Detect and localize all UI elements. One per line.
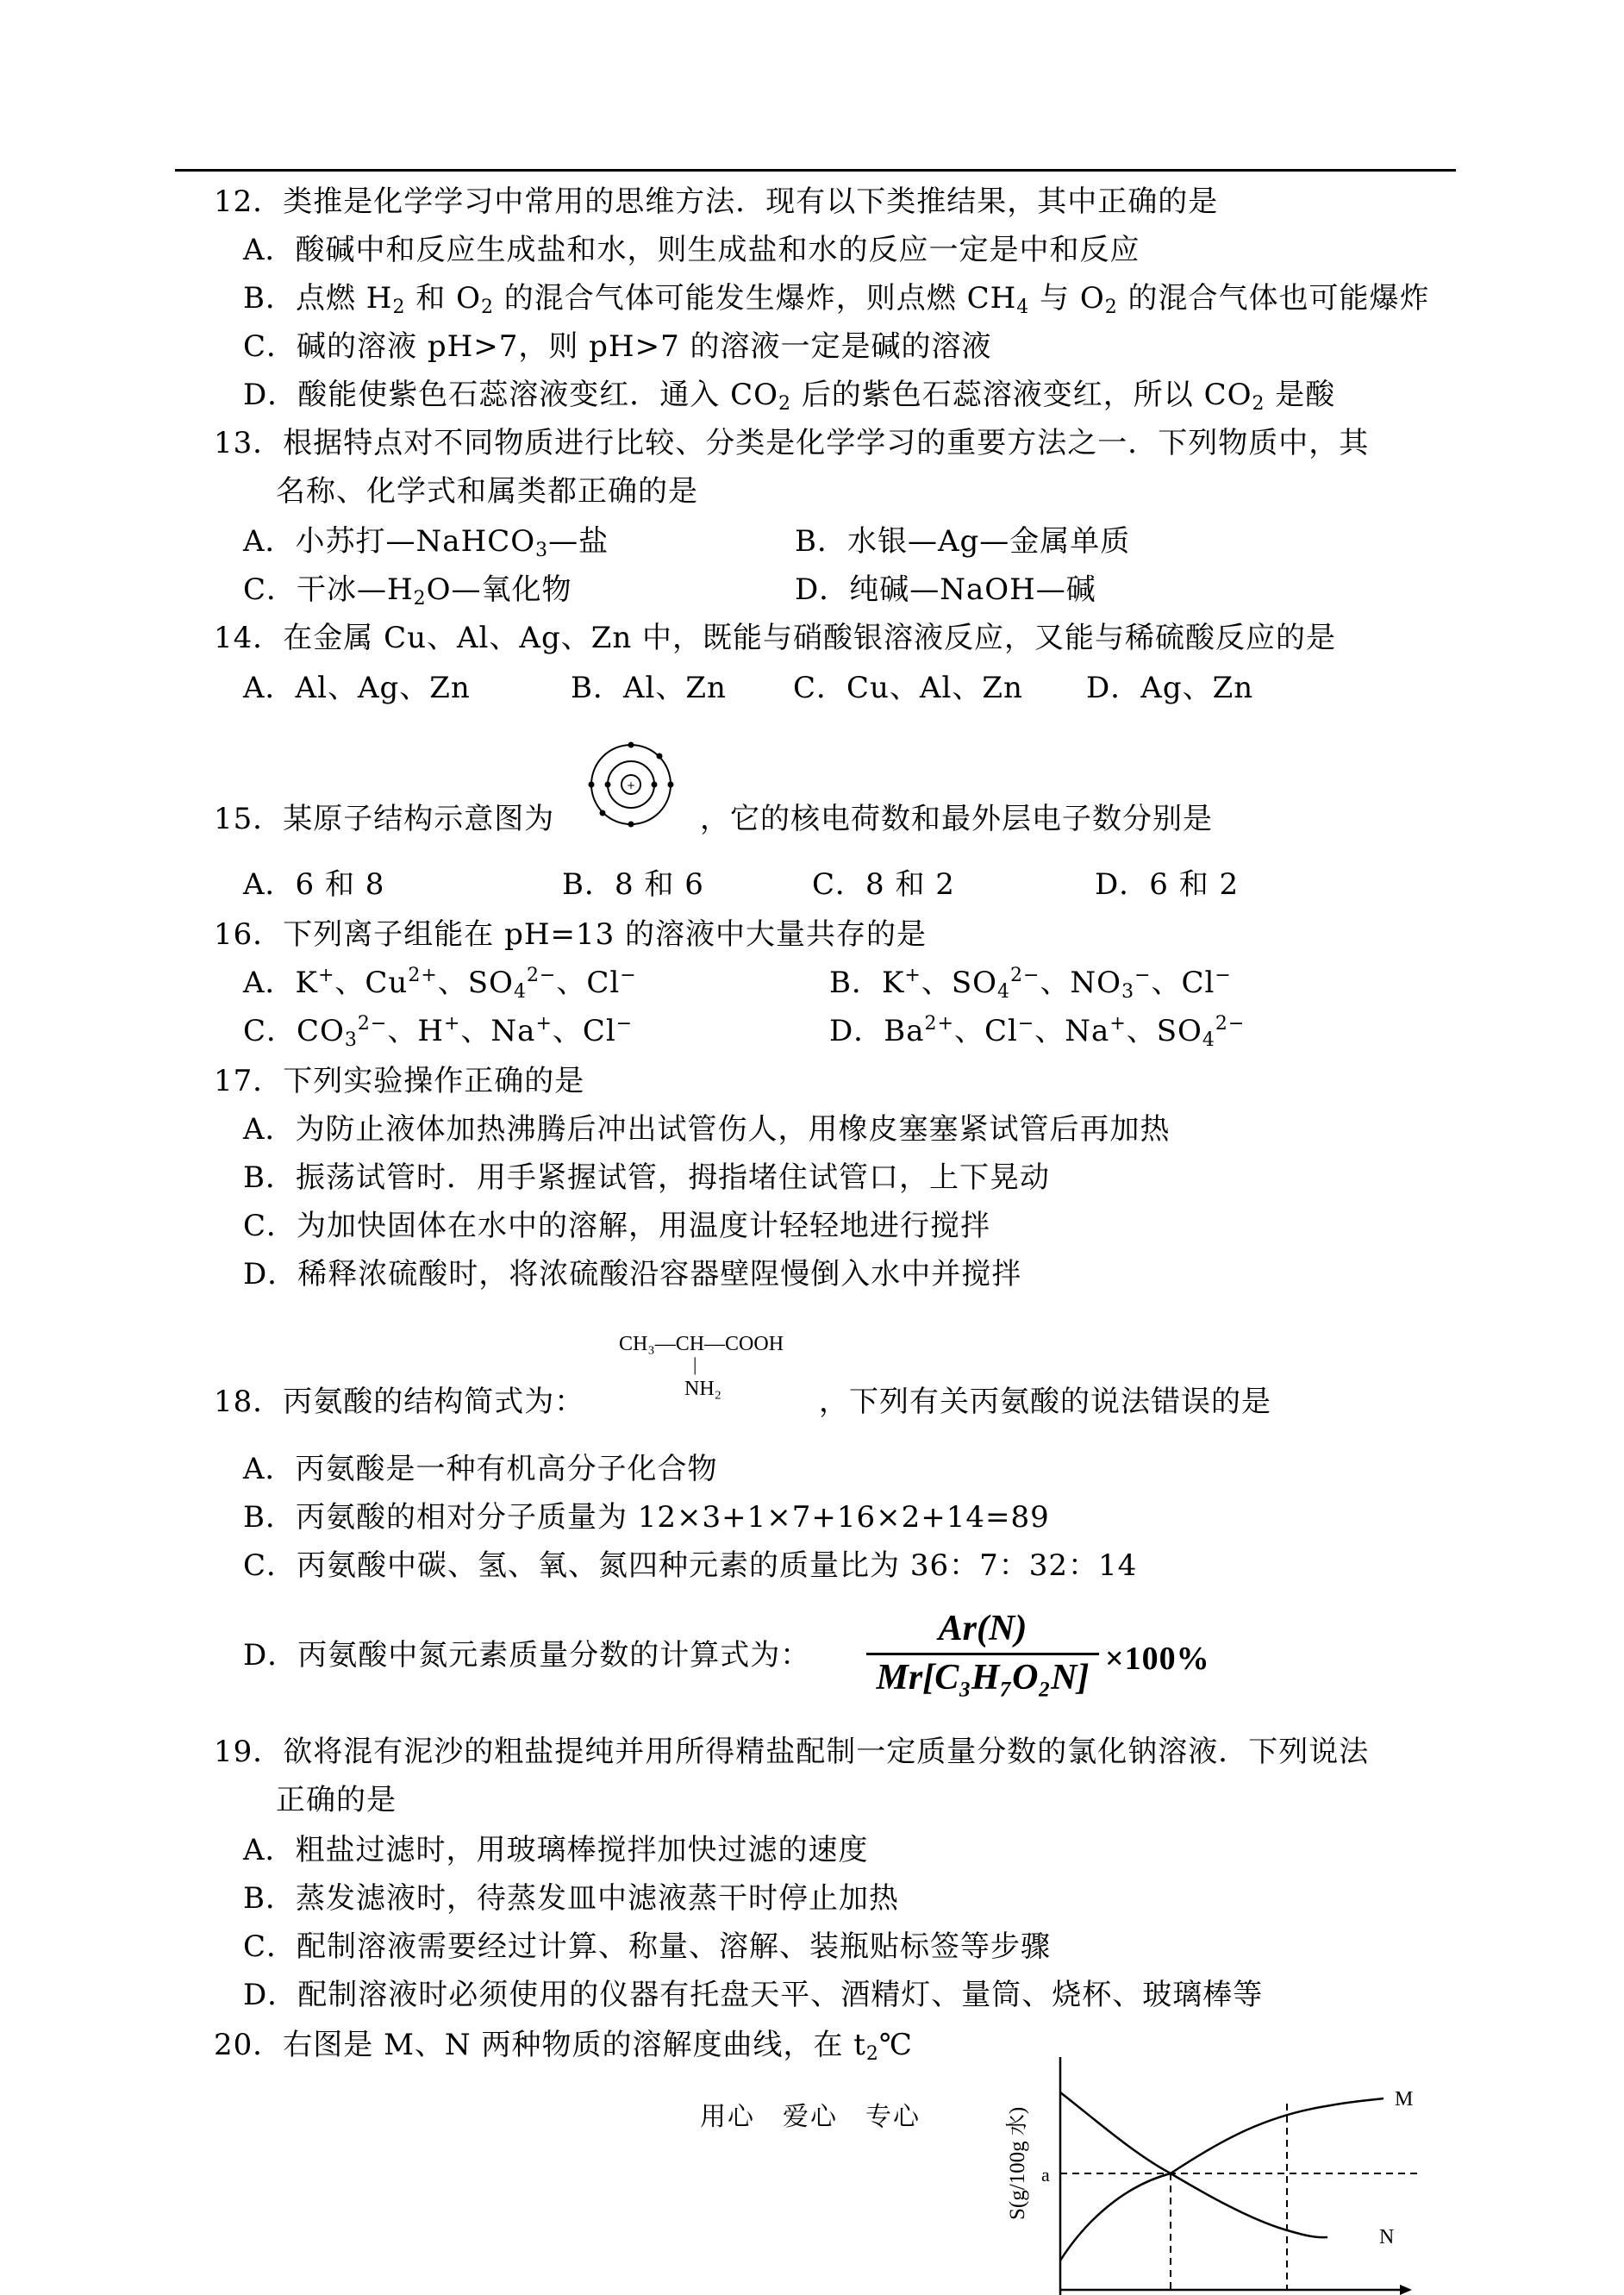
q18-option-c: C．丙氨酸中碳、氢、氧、氮四种元素的质量比为 36：7：32：14 xyxy=(243,1548,1138,1583)
q16-option-c: C．$CO_3^{2-}$、H+、Na+、Cl− xyxy=(243,1013,634,1051)
x-axis-arrow xyxy=(1400,2285,1412,2295)
q12-option-d: D．酸能使紫色石蕊溶液变红．通入 $CO_2$ 后的紫色石蕊溶液变红，所以 $CO_2$ 是酸 xyxy=(243,378,1336,415)
header-rule xyxy=(175,169,1456,172)
q19-stem-line1: 19．欲将混有泥沙的粗盐提纯并用所得精盐配制一定质量分数的氯化钠溶液．下列说法 xyxy=(214,1735,1370,1769)
q14-stem: 14．在金属 Cu、Al、Ag、Zn 中，既能与硝酸银溶液反应，又能与稀硫酸反应的是 xyxy=(214,621,1337,655)
q20-stem: 20．右图是 M、N 两种物质的溶解度曲线，在 $t_2℃$ xyxy=(214,2028,913,2065)
q18-option-d: D．丙氨酸中氮元素质量分数的计算式为： xyxy=(243,1638,811,1673)
formula-denominator: Mr[C₃H₇O₂N] xyxy=(876,1658,1090,1698)
q18-option-b: B．丙氨酸的相对分子质量为 12×3+1×7+16×2+14=89 xyxy=(243,1500,1050,1535)
atom-structure-diagram xyxy=(586,740,676,829)
q15-option-b: B．8 和 6 xyxy=(562,867,704,902)
q18-option-a: A．丙氨酸是一种有机高分子化合物 xyxy=(243,1452,718,1486)
alanine-structure-bond: | xyxy=(693,1354,697,1375)
q12-option-b: B．点燃 $H_2$ 和 $O_2$ 的混合气体可能发生爆炸，则点燃 $CH_4$ 与 $O_2$ 的混合气体也可能爆炸 xyxy=(243,281,1430,318)
q17-option-b: B．振荡试管时．用手紧握试管，拇指堵住试管口，上下晃动 xyxy=(243,1160,1050,1195)
q13-stem-line2: 名称、化学式和属类都正确的是 xyxy=(276,474,698,509)
q15-option-a: A．6 和 8 xyxy=(243,867,385,902)
level-label-a: a xyxy=(1041,2164,1050,2186)
q12-stem: 12．类推是化学学习中常用的思维方法．现有以下类推结果，其中正确的是 xyxy=(214,184,1219,219)
formula-percent-suffix: ×100% xyxy=(1105,1641,1210,1677)
q13-option-a: A．小苏打—NaHCO$_3$—盐 xyxy=(243,524,609,561)
q13-option-c: C．干冰$—H_2O—$氧化物 xyxy=(243,572,572,610)
q16-option-b: B．K+、$SO_4^{2-}$、$NO_3^-$、Cl− xyxy=(829,965,1232,1003)
q14-option-d: D．Ag、Zn xyxy=(1086,671,1254,705)
formula-numerator: Ar(N) xyxy=(938,1609,1027,1648)
q18-stem-part1: 18．丙氨酸的结构简式为： xyxy=(214,1385,585,1419)
q17-option-d: D．稀释浓硫酸时，将浓硫酸沿容器壁陧慢倒入水中并搅拌 xyxy=(243,1257,1022,1291)
q19-option-a: A．粗盐过滤时，用玻璃棒搅拌加快过滤的速度 xyxy=(243,1833,869,1867)
q12-option-a: A．酸碱中和反应生成盐和水，则生成盐和水的反应一定是中和反应 xyxy=(243,233,1140,267)
curve-label-m: M xyxy=(1395,2088,1414,2111)
alanine-structure-nh2: NH₂ xyxy=(684,1378,722,1400)
q13-option-b: B．水银—Ag—金属单质 xyxy=(795,524,1131,559)
q18-stem-part2: ，下列有关丙氨酸的说法错误的是 xyxy=(819,1385,1271,1419)
mass-fraction-formula xyxy=(866,1608,1099,1698)
svg-text:+: + xyxy=(626,779,636,791)
y-axis-label: S(g/100g 水) xyxy=(1006,2106,1029,2220)
q13-stem-line1: 13．根据特点对不同物质进行比较、分类是化学学习的重要方法之一．下列物质中，其 xyxy=(214,426,1370,460)
q17-stem: 17．下列实验操作正确的是 xyxy=(214,1064,585,1098)
page-footer: 用心 爱心 专心 xyxy=(700,2102,921,2132)
q15-option-d: D．6 和 2 xyxy=(1095,867,1240,902)
curve-m xyxy=(1060,2098,1384,2261)
q12-option-c: C．碱的溶液 pH>7，则 pH>7 的溶液一定是碱的溶液 xyxy=(243,329,992,364)
q14-option-c: C．Cu、Al、Zn xyxy=(793,671,1023,705)
q15-option-c: C．8 和 2 xyxy=(812,867,955,902)
q14-option-b: B．Al、Zn xyxy=(571,671,727,705)
q14-option-a: A．Al、Ag、Zn xyxy=(243,671,471,705)
q15-stem-part1: 15．某原子结构示意图为 xyxy=(214,802,555,836)
q19-option-b: B．蒸发滤液时，待蒸发皿中滤液蒸干时停止加热 xyxy=(243,1881,899,1916)
q17-option-c: C．为加快固体在水中的溶解，用温度计轻轻地进行搅拌 xyxy=(243,1209,991,1243)
solubility-curve-graph xyxy=(983,2043,1431,2295)
curve-label-n: N xyxy=(1379,2226,1395,2248)
q19-option-c: C．配制溶液需要经过计算、称量、溶解、装瓶贴标签等步骤 xyxy=(243,1929,1052,1964)
q16-stem: 16．下列离子组能在 pH=13 的溶液中大量共存的是 xyxy=(214,917,928,952)
q15-stem-part2: ，它的核电荷数和最外层电子数分别是 xyxy=(700,802,1213,836)
q16-option-d: D．$Ba^{2+}$、Cl−、Na+、$SO_4^{2-}$ xyxy=(829,1013,1246,1051)
fraction-bar xyxy=(866,1653,1099,1655)
q19-option-d: D．配制溶液时必须使用的仪器有托盘天平、酒精灯、量筒、烧杯、玻璃棒等 xyxy=(243,1978,1264,2012)
q13-option-d: D．纯碱—NaOH—碱 xyxy=(795,572,1096,607)
q17-option-a: A．为防止液体加热沸腾后冲出试管伤人，用橡皮塞塞紧试管后再加热 xyxy=(243,1112,1171,1147)
alanine-structure-main: CH₃—CH—COOH xyxy=(619,1333,784,1355)
q16-option-a: A．K+、$Cu^{2+}$、$SO_4^{2-}$、Cl− xyxy=(243,965,637,1003)
q19-stem-line2: 正确的是 xyxy=(276,1783,397,1817)
